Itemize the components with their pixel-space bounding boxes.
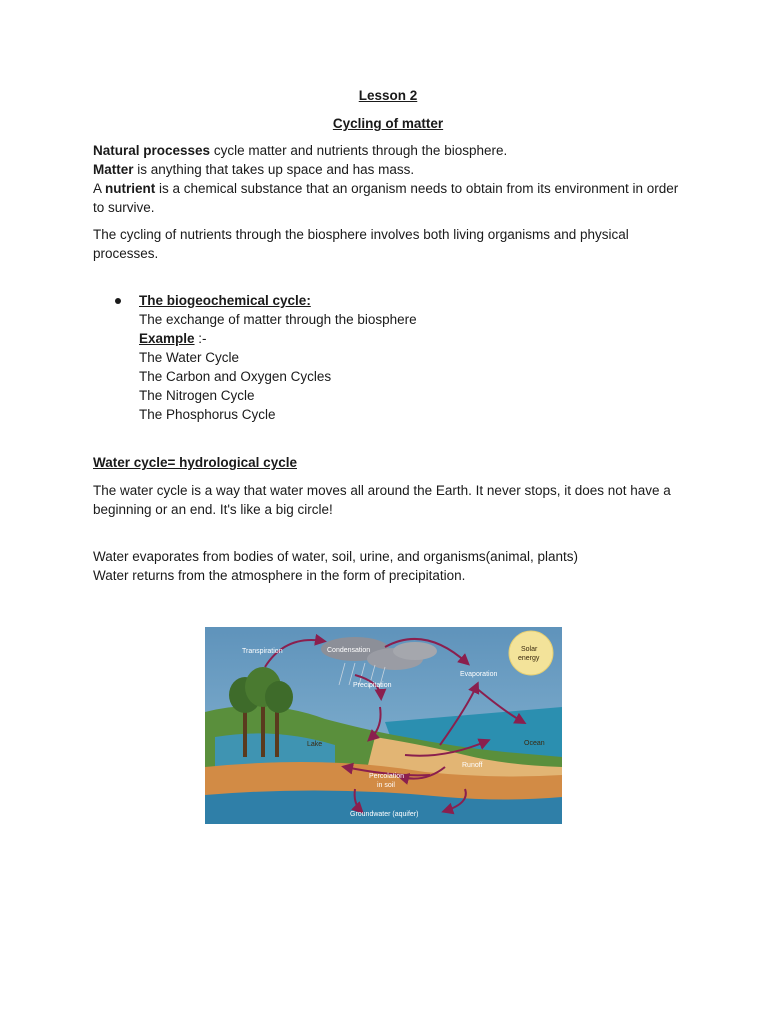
- label-lake: Lake: [307, 741, 323, 748]
- label-transpiration: Transpiration: [242, 648, 283, 655]
- example-suffix: :-: [194, 331, 207, 346]
- biogeochemical-description: The exchange of matter through the biosphere: [139, 312, 417, 327]
- bullet-icon: [115, 298, 121, 304]
- nutrient-prefix: A: [93, 181, 106, 196]
- biogeochemical-bullet: [93, 291, 683, 424]
- lesson-number-text: Lesson 2: [358, 88, 418, 103]
- label-solar-line2: energy: [518, 655, 540, 662]
- label-evaporation: Evaporation: [460, 671, 498, 678]
- water-cycle-heading: [93, 453, 683, 472]
- evaporates-line: Water evaporates from bodies of water, soil, urine, and organisms(animal, plants): [93, 549, 578, 564]
- label-percolation-line1: Percolation: [369, 773, 405, 780]
- nutrient-term: nutrient: [105, 181, 156, 196]
- example-label: Example: [139, 331, 195, 346]
- returns-line: Water returns from the atmosphere in the form of precipitation.: [93, 568, 466, 583]
- water-cycle-illustration: [205, 627, 562, 824]
- label-condensation: Condensation: [327, 647, 371, 654]
- example-item: The Nitrogen Cycle: [139, 388, 255, 403]
- label-percolation-line2: in soil: [377, 782, 395, 789]
- sun-icon: [509, 631, 553, 675]
- example-line: [139, 329, 683, 348]
- natural-processes-definition: [93, 141, 683, 160]
- matter-term: Matter: [93, 162, 134, 177]
- biogeochemical-heading: [139, 291, 683, 310]
- natural-processes-text: cycle matter and nutrients through the biosphere.: [210, 143, 508, 158]
- label-runoff: Runoff: [462, 762, 483, 769]
- matter-text: is anything that takes up space and has mass.: [133, 162, 415, 177]
- label-groundwater: Groundwater (aquifer): [350, 811, 419, 818]
- label-solar-line1: Solar: [521, 646, 538, 653]
- label-precipitation: Precipitation: [353, 682, 392, 689]
- definitions: [93, 141, 683, 217]
- cloud-icon: [393, 642, 437, 660]
- water-cycle-heading-text: Water cycle= hydrological cycle: [93, 455, 297, 470]
- evaporation-paragraph: [93, 547, 683, 585]
- water-cycle-diagram: [205, 627, 562, 824]
- nutrient-text: is a chemical substance that an organism needs to obtain from its environment in order to survive.: [93, 181, 679, 215]
- matter-definition: [93, 160, 683, 179]
- document-page: [93, 86, 683, 585]
- example-item: The Carbon and Oxygen Cycles: [139, 369, 332, 384]
- natural-processes-term: Natural processes: [93, 143, 211, 158]
- label-ocean: Ocean: [524, 740, 545, 747]
- nutrient-definition: [93, 179, 683, 217]
- water-cycle-paragraph: The water cycle is a way that water moves all around the Earth. It never stops, it does not have a beginning or an end. It's like a big circle!: [93, 483, 671, 517]
- lesson-number: [93, 86, 683, 105]
- lesson-title: [93, 114, 683, 133]
- biogeochemical-heading-text: The biogeochemical cycle:: [139, 293, 311, 308]
- example-item: The Water Cycle: [139, 350, 240, 365]
- example-item: The Phosphorus Cycle: [139, 407, 276, 422]
- lesson-title-text: Cycling of matter: [332, 116, 444, 131]
- cycling-paragraph: The cycling of nutrients through the biosphere involves both living organisms and physical processes.: [93, 227, 629, 261]
